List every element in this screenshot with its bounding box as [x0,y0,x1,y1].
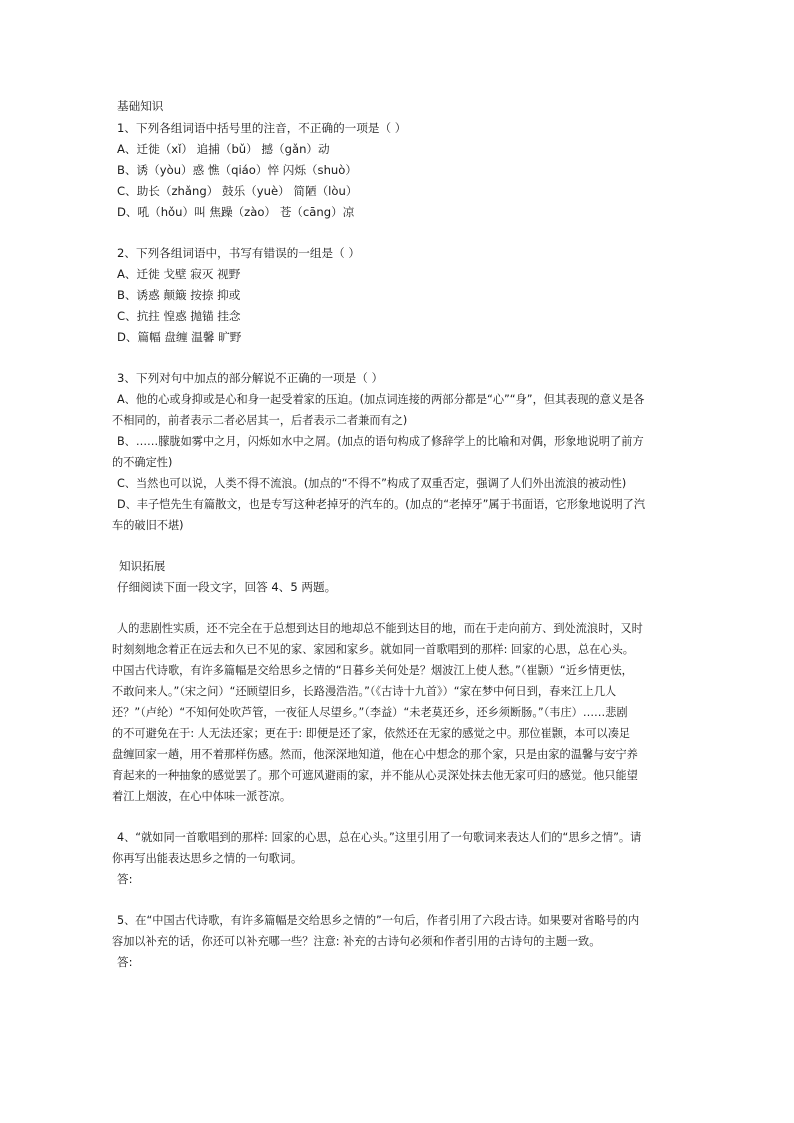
q2-option-c: C、抗拄 惶惑 抛锚 挂念 [117,309,241,323]
reading-instruction: 仔细阅读下面一段文字，回答 4、5 两题。 [117,580,337,594]
q2-option-d: D、篇幅 盘缠 温馨 旷野 [117,330,242,344]
q4-answer-label: 答: [117,872,133,886]
q1-option-c: C、助长（zhǎng） 鼓乐（yuè） 简陋（lòu） [117,184,358,198]
passage-line: 时刻刻地念着正在远去和久已不见的家、家园和家乡。就如同一首歌唱到的那样: 回家的心思，总在心头。 [112,643,634,656]
q3-option-b-line1: B、……朦胧如雾中之月，闪烁如水中之屑。(加点的语句构成了修辞学上的比喻和对偶，形象地说明了前方 [117,435,644,448]
q5-stem-line1: 5、在“中国古代诗歌，有许多篇幅是交给思乡之情的”一句后，作者引用了六段古诗。如果要对省略号的内 [117,914,640,927]
passage-line: 人的悲剧性实质，还不完全在于总想到达目的地却总不能到达目的地，而在于走向前方、到处流浪时，又时 [117,622,643,635]
q3-option-d-line2: 车的破旧不堪) [112,519,184,532]
section-heading-extension: 知识拓展 [119,559,166,573]
passage-line: 育起来的一种抽象的感觉罢了。那个可遮风避雨的家，并不能从心灵深处抹去他无家可归的感觉。他只能望 [112,769,638,782]
q5-stem-line2: 容加以补充的话，你还可以补充哪一些？注意: 补充的古诗句必须和作者引用的古诗句的主题一致。 [112,935,601,948]
q3-option-d-line1: D、丰子恺先生有篇散文，也是专写这种老掉牙的汽车的。(加点的“老掉牙”属于书面语，它形象地说明了汽 [117,498,646,511]
q4-stem-line1: 4、“就如同一首歌唱到的那样: 回家的心思，总在心头。”这里引用了一句歌词来表达人们的“思乡之情”。请 [117,831,642,844]
passage-line: 盘缠回家一趟，用不着那样伤感。然而，他深深地知道，他在心中想念的那个家，只是由家的温馨与安宁养 [112,748,638,761]
q5-answer-label: 答: [117,955,133,969]
q2-stem: 2、下列各组词语中，书写有错误的一组是（ ） [117,246,360,260]
passage-line: 中国古代诗歌，有许多篇幅是交给思乡之情的“日暮乡关何处是？烟波江上使人愁。”（崔颢）“近乡情更怯， [112,664,633,677]
q1-option-b: B、诱（yòu）惑 憔（qiáo）悴 闪烁（shuò） [117,163,357,177]
passage-line: 的不可避免在于: 人无法还家；更在于: 即便是还了家，依然还在无家的感觉之中。那位崔颢，本可以凑足 [112,727,631,740]
q1-stem: 1、下列各组词语中括号里的注音，不正确的一项是（ ） [117,121,407,135]
q1-option-a: A、迁徙（xǐ） 追捕（bǔ） 撼（gǎn）动 [117,142,330,156]
q2-option-b: B、诱惑 颠簸 按捺 抑或 [117,288,241,302]
q3-option-b-line2: 的不确定性) [112,456,173,469]
q3-option-a-line2: 不相同的，前者表示二者必居其一，后者表示二者兼而有之) [112,414,408,427]
passage-line: 不敢问来人。”（宋之问）“还顾望旧乡，长路漫浩浩。”（《古诗十九首》）“家在梦中何日到，春来江上几人 [112,685,617,698]
q4-stem-line2: 你再写出能表达思乡之情的一句歌词。 [112,852,303,865]
q3-option-c: C、当然也可以说，人类不得不流浪。(加点的“不得不”构成了双重否定，强调了人们外出流浪的被动性) [117,477,627,490]
q2-option-a: A、迁徙 戈壁 寂灭 视野 [117,267,241,281]
q3-option-a-line1: A、他的心或身抑或是心和身一起受着家的压迫。(加点词连接的两部分都是“心”“身”，但其表现的意义是各 [117,393,645,406]
section-heading-basics: 基础知识 [117,99,164,113]
passage-line: 还？”（卢纶）“不知何处吹芦管，一夜征人尽望乡。”（李益）“未老莫还乡，还乡须断肠。”（韦庄）……悲剧 [112,706,628,719]
q3-stem: 3、下列对句中加点的部分解说不正确的一项是（ ） [117,371,384,385]
q1-option-d: D、吼（hǒu）叫 焦躁（zào） 苍（cāng）凉 [117,205,355,219]
passage-line: 着江上烟波，在心中体味一派苍凉。 [112,790,292,803]
